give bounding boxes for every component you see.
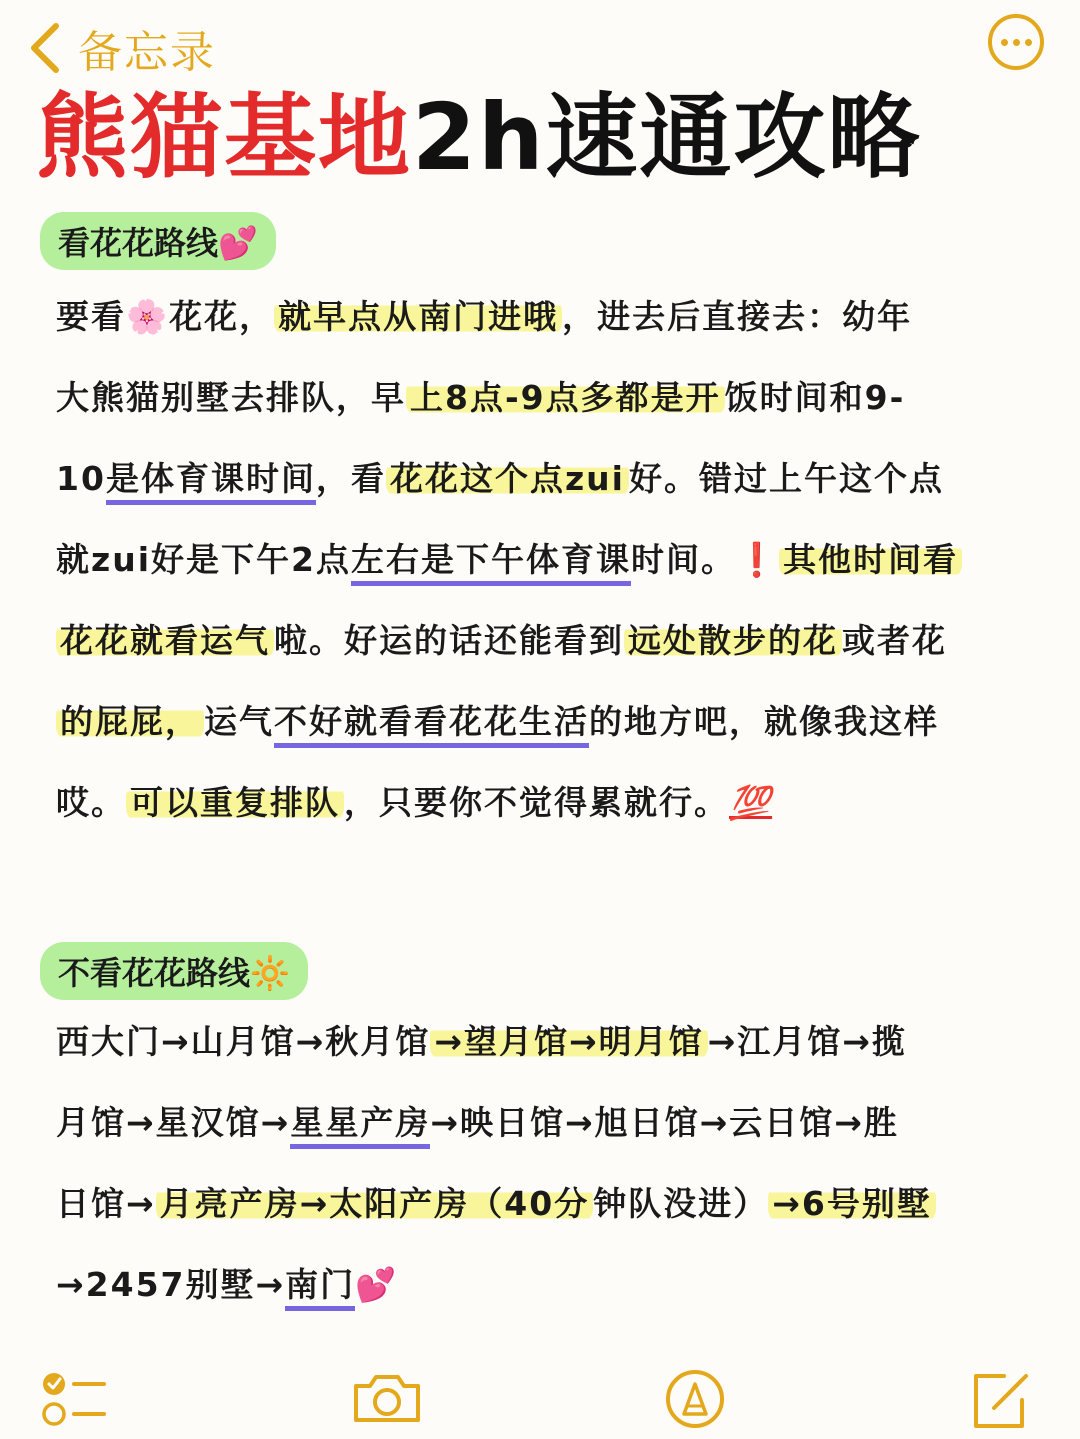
text-line bbox=[56, 1001, 1056, 1082]
title-black-part: 2h速通攻略 bbox=[412, 84, 922, 191]
text-span: ，进去后直接去：幼年 bbox=[562, 297, 913, 336]
dot-icon bbox=[1013, 39, 1020, 46]
dot-icon bbox=[1001, 39, 1008, 46]
highlighted-text: 远处散步的花 bbox=[624, 621, 842, 660]
text-span: 的地方吧，就像我这样 bbox=[589, 702, 939, 741]
text-span: 饭时间和9- bbox=[724, 378, 906, 417]
highlighted-text: 上8点-9点多都是开 bbox=[406, 378, 725, 417]
back-label: 备忘录 bbox=[78, 27, 216, 78]
section-heading-no-panda-route bbox=[40, 942, 308, 1000]
text-span: 花花， bbox=[169, 297, 275, 336]
highlighted-text: 的屁屁， bbox=[56, 702, 204, 741]
text-span: 时间。 bbox=[630, 540, 736, 579]
text-line bbox=[56, 600, 1056, 681]
underlined-text: 南门 bbox=[285, 1265, 355, 1311]
text-span: →2457别墅→ bbox=[56, 1265, 286, 1304]
text-span: 好。错过上午这个点 bbox=[628, 459, 944, 498]
text-span: 哎。 bbox=[56, 783, 126, 822]
text-span: 月馆→星汉馆→ bbox=[56, 1103, 291, 1142]
text-line bbox=[56, 438, 1056, 519]
navigation-bar bbox=[0, 0, 1080, 90]
text-span: 日馆→ bbox=[56, 1184, 156, 1223]
checklist-button[interactable] bbox=[40, 1368, 110, 1434]
text-span: 10 bbox=[56, 459, 106, 498]
highlighted-text: 花花就看运气 bbox=[56, 621, 274, 660]
text-span: 钟队没进） bbox=[593, 1184, 769, 1223]
highlighted-text: →6号别墅 bbox=[768, 1184, 936, 1223]
underlined-text: 星星产房 bbox=[290, 1103, 430, 1149]
text-span: 要看 bbox=[56, 297, 126, 336]
section-paragraph-panda-route bbox=[56, 276, 1056, 843]
compose-button[interactable] bbox=[968, 1368, 1034, 1436]
compose-icon bbox=[968, 1368, 1034, 1432]
markup-pen-icon bbox=[664, 1368, 726, 1430]
section-heading-panda-route bbox=[40, 212, 276, 270]
two-hearts-emoji: 💕 bbox=[218, 224, 258, 262]
dot-icon bbox=[1025, 39, 1032, 46]
camera-icon bbox=[350, 1368, 424, 1428]
highlighted-text: →望月馆→明月馆 bbox=[430, 1022, 707, 1061]
underlined-text: 不好就看看花花生活 bbox=[274, 702, 589, 748]
note-title bbox=[36, 84, 922, 191]
checklist-icon bbox=[40, 1368, 110, 1430]
hundred-points-emoji: 💯 bbox=[729, 783, 773, 822]
underlined-text: 左右是下午体育课 bbox=[351, 540, 631, 586]
text-span: 啦。好运的话还能看到 bbox=[274, 621, 624, 660]
text-line bbox=[56, 1163, 1056, 1244]
bottom-toolbar bbox=[0, 1360, 1080, 1439]
back-button[interactable] bbox=[28, 16, 216, 80]
text-line bbox=[56, 1082, 1056, 1163]
chevron-left-icon bbox=[28, 20, 62, 76]
highlighted-text: 可以重复排队 bbox=[126, 783, 344, 822]
underlined-text: 是体育课时间 bbox=[106, 459, 316, 505]
section-heading-text: 看花花路线 bbox=[58, 224, 219, 262]
sun-emoji: 🔆 bbox=[250, 954, 290, 992]
text-line bbox=[56, 519, 1056, 600]
text-line bbox=[56, 681, 1056, 762]
text-span: →映日馆→旭日馆→云日馆→胜 bbox=[430, 1103, 899, 1142]
text-span: →江月馆→揽 bbox=[707, 1022, 907, 1061]
text-line bbox=[56, 762, 1056, 843]
markup-button[interactable] bbox=[664, 1368, 726, 1434]
highlighted-text: 就早点从南门进哦 bbox=[274, 297, 562, 336]
highlighted-text: 月亮产房→太阳产房（40分 bbox=[156, 1184, 594, 1223]
title-red-part: 熊猫基地 bbox=[36, 84, 413, 191]
text-line bbox=[56, 1244, 1056, 1325]
cherry-blossom-emoji: 🌸 bbox=[126, 297, 170, 336]
section-paragraph-no-panda-route bbox=[56, 1001, 1056, 1325]
text-span: 西大门→山月馆→秋月馆 bbox=[56, 1022, 431, 1061]
two-hearts-emoji: 💕 bbox=[355, 1265, 399, 1304]
text-span: ，看 bbox=[315, 459, 386, 498]
more-options-button[interactable] bbox=[988, 14, 1044, 70]
text-span: 运气 bbox=[204, 702, 274, 741]
text-span: 大熊猫别墅去排队，早 bbox=[56, 378, 406, 417]
text-span: ，只要你不觉得累就行。 bbox=[344, 783, 729, 822]
text-line bbox=[56, 357, 1056, 438]
camera-button[interactable] bbox=[350, 1368, 424, 1432]
text-line bbox=[56, 276, 1056, 357]
text-span: 就zui好是下午2点 bbox=[56, 540, 351, 579]
highlighted-text: 其他时间看 bbox=[779, 540, 962, 579]
highlighted-text: 花花这个点zui bbox=[386, 459, 629, 498]
text-span: 或者花 bbox=[842, 621, 947, 660]
section-heading-text: 不看花花路线 bbox=[58, 954, 251, 992]
exclamation-emoji: ❗ bbox=[735, 540, 780, 579]
